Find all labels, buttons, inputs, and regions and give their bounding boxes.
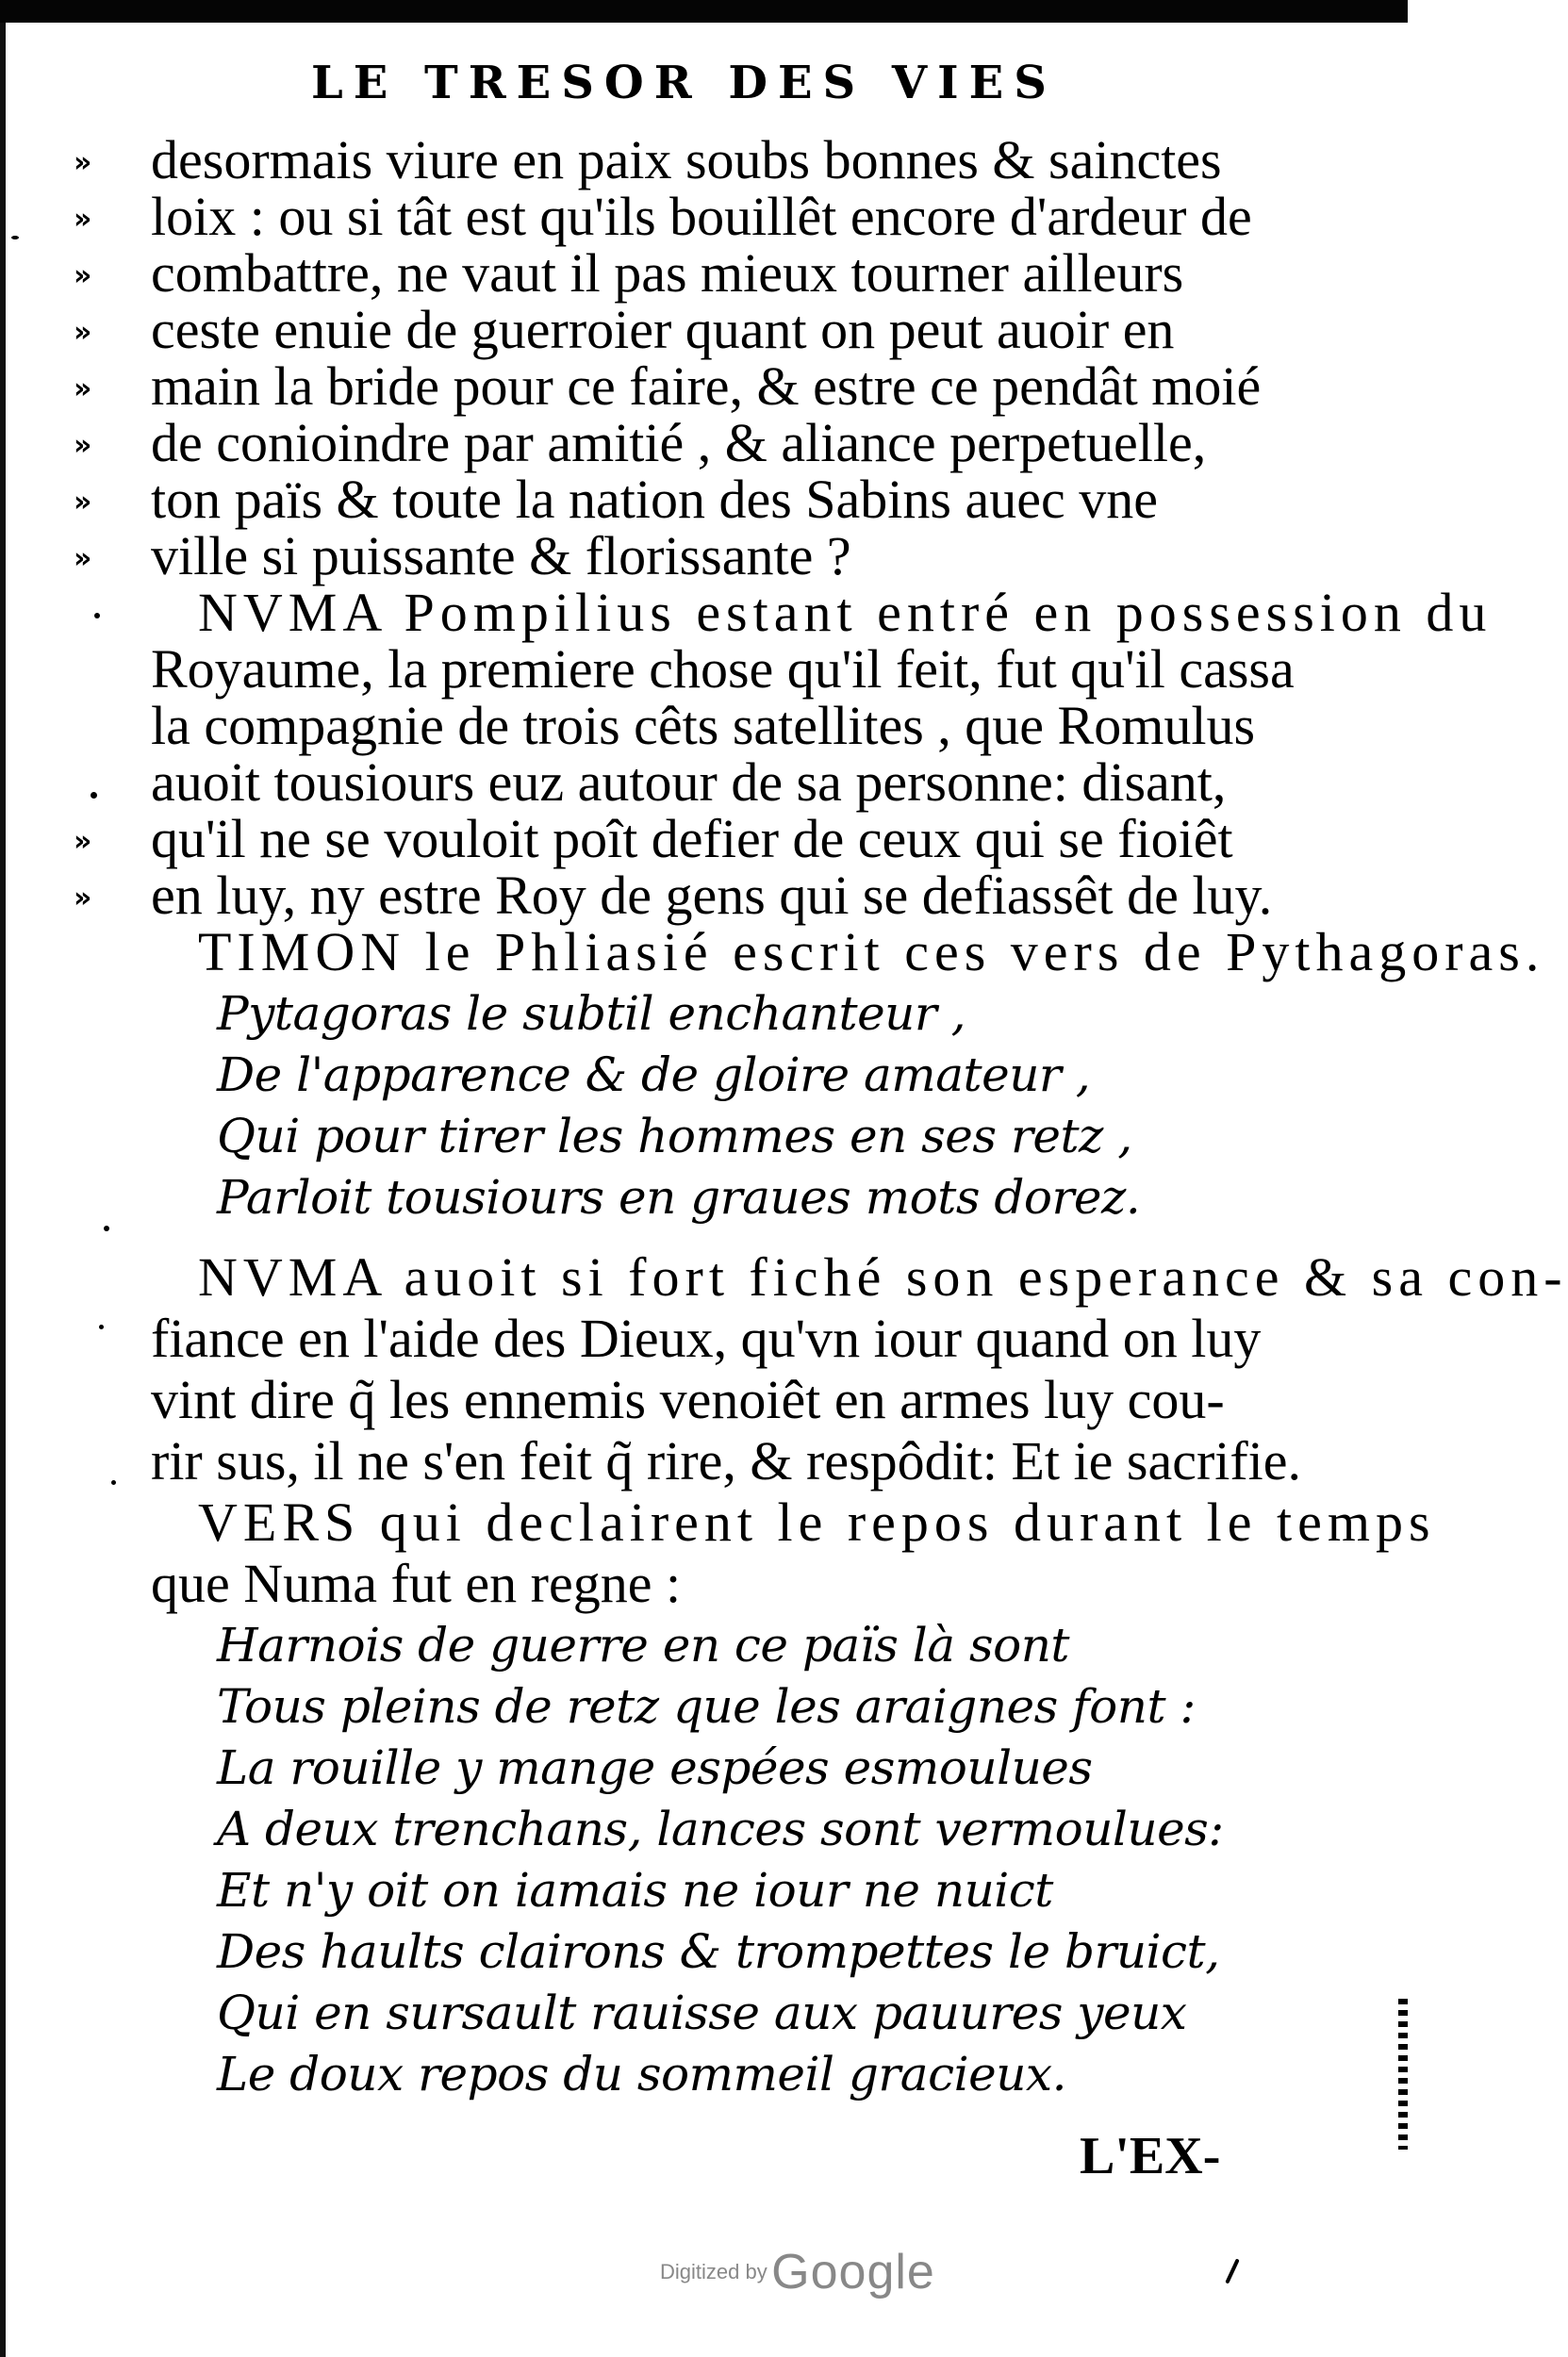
scan-top-edge xyxy=(0,0,1408,23)
quote-mark: » xyxy=(74,146,92,179)
quote-mark: » xyxy=(74,372,92,405)
text-line: en luy, ny estre Roy de gens qui se defiassêt de luy. xyxy=(151,865,1273,926)
paragraph-start-numa: NVMA auoit si fort fiché son esperance & sa con- xyxy=(198,1246,1568,1308)
verse-line: Harnois de guerre en ce païs là sont xyxy=(217,1618,1070,1673)
text-line: ton païs & toute la nation des Sabins auec vne xyxy=(151,469,1158,530)
text-line: desormais viure en paix soubs bonnes & sainctes xyxy=(151,129,1222,190)
text-line: loix : ou si tât est qu'ils bouillêt encore d'ardeur de xyxy=(151,186,1252,247)
catchword: L'EX- xyxy=(1080,2127,1221,2185)
paragraph-start-timon: TIMON le Phliasié escrit ces vers de Pythagoras. xyxy=(198,921,1545,982)
text-line: ville si puissante & florissante ? xyxy=(151,525,851,586)
text-line: qu'il ne se vouloit poît defier de ceux qui se fioiêt xyxy=(151,808,1233,869)
ink-speck xyxy=(111,1480,116,1485)
verse-line: Qui en sursault rauisse aux pauures yeux xyxy=(217,1986,1187,2040)
watermark-prefix: Digitized by xyxy=(660,2260,767,2283)
quote-mark: » xyxy=(74,259,92,292)
verse-line: Qui pour tirer les hommes en ses retz , xyxy=(217,1109,1132,1163)
text-line: main la bride pour ce faire, & estre ce pendât moié xyxy=(151,355,1262,417)
ink-speck xyxy=(104,1226,109,1231)
watermark-brand: Google xyxy=(771,2245,935,2299)
verse-line: Pytagoras le subtil enchanteur , xyxy=(217,986,966,1041)
verse-line: A deux trenchans, lances sont vermoulues: xyxy=(217,1802,1224,1856)
paragraph-start-vers: VERS qui declairent le repos durant le temps xyxy=(198,1492,1436,1553)
text-line: la compagnie de trois cêts satellites , que Romulus xyxy=(151,695,1256,756)
quote-mark: » xyxy=(74,316,92,349)
quote-mark: » xyxy=(74,825,92,858)
scan-right-fringe xyxy=(1398,1999,1408,2150)
verse-line: Parloit tousiours en graues mots dorez. xyxy=(217,1170,1141,1225)
quote-mark: » xyxy=(74,429,92,462)
text-line: rir sus, il ne s'en feit q̃ rire, & respôdit: Et ie sacrifie. xyxy=(151,1430,1302,1492)
verse-line: Des haults clairons & trompettes le bruict, xyxy=(217,1924,1220,1979)
quote-mark: » xyxy=(74,486,92,519)
running-head: LE TRESOR DES VIES xyxy=(311,57,1057,109)
text-line: de conioindre par amitié , & aliance perpetuelle, xyxy=(151,412,1207,473)
verse-line: Et n'y oit on iamais ne iour ne nuict xyxy=(217,1863,1053,1918)
text-line: vint dire q̃ les ennemis venoiêt en armes luy cou- xyxy=(151,1369,1225,1430)
verse-line: Le doux repos du sommeil gracieux. xyxy=(217,2047,1066,2102)
text-line: combattre, ne vaut il pas mieux tourner ailleurs xyxy=(151,242,1184,304)
scan-left-edge xyxy=(0,23,6,2357)
quote-mark: » xyxy=(74,203,92,236)
text-line: auoit tousiours euz autour de sa personne: disant, xyxy=(151,751,1227,813)
digitized-by-google-watermark xyxy=(660,2244,935,2300)
text-line: que Numa fut en regne : xyxy=(151,1553,682,1614)
ink-speck xyxy=(11,236,19,239)
verse-line: De l'apparence & de gloire amateur , xyxy=(217,1047,1091,1102)
verse-line: Tous pleins de retz que les araignes font : xyxy=(217,1679,1196,1734)
ink-speck xyxy=(94,613,100,618)
text-line: Royaume, la premiere chose qu'il feit, fut qu'il cassa xyxy=(151,638,1295,700)
ink-speck xyxy=(91,792,97,799)
paragraph-start-numa: NVMA Pompilius estant entré en possession du xyxy=(198,582,1493,643)
verse-line: La rouille y mange espées esmoulues xyxy=(217,1740,1093,1795)
ink-speck xyxy=(99,1325,104,1329)
text-line: fiance en l'aide des Dieux, qu'vn iour quand on luy xyxy=(151,1308,1262,1369)
ink-speck xyxy=(1225,2258,1239,2283)
quote-mark: » xyxy=(74,542,92,575)
text-line: ceste enuie de guerroier quant on peut auoir en xyxy=(151,299,1175,360)
quote-mark: » xyxy=(74,882,92,915)
